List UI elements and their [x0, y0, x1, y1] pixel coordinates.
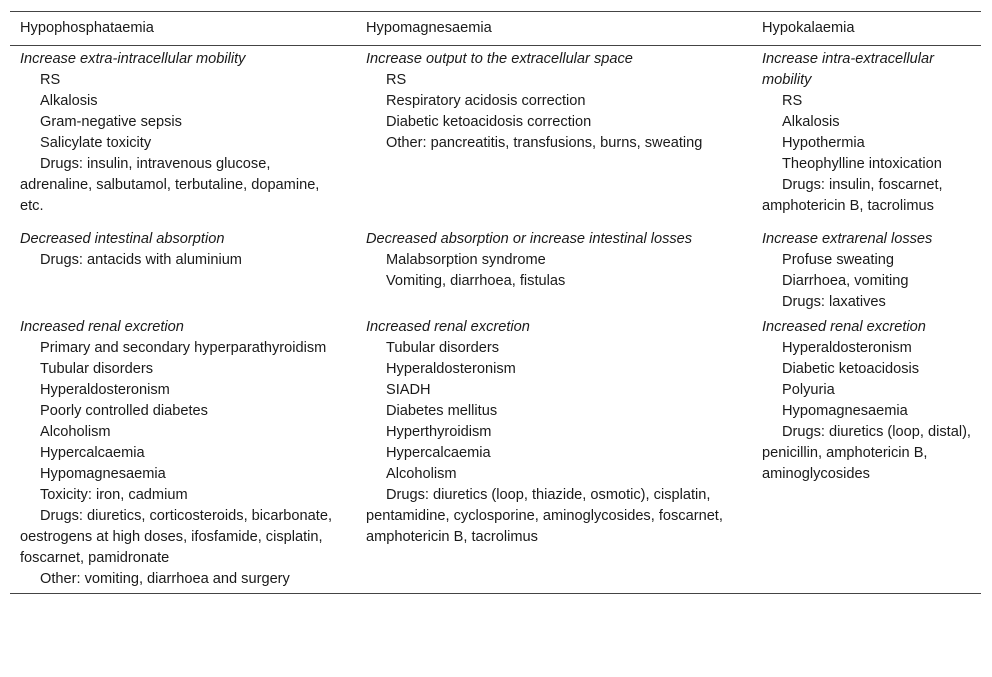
cause-item: Drugs: insulin, intravenous glucose, adrenaline, salbutamol, terbutaline, dopamine, etc.	[20, 156, 320, 214]
cause-item: Respiratory acidosis correction	[386, 93, 586, 109]
cause-item: Drugs: diuretics (loop, thiazide, osmotic), cisplatin, pentamidine, cyclosporine, aminoglycosides, foscarnet, amphotericin B, tacrolimus	[366, 487, 723, 545]
cause-item: Hyperaldosteronism	[782, 340, 912, 356]
cause-item: Hypomagnesaemia	[782, 403, 908, 419]
category-heading: Increase extrarenal losses	[762, 231, 933, 247]
cause-item: Vomiting, diarrhoea, fistulas	[386, 273, 566, 289]
cause-item: Profuse sweating	[782, 252, 894, 268]
cell-hypokalaemia	[752, 315, 981, 594]
category-heading: Increased renal excretion	[762, 319, 926, 335]
cause-item: Drugs: insulin, foscarnet, amphotericin B, tacrolimus	[762, 177, 943, 214]
cell-hypomagnesaemia	[356, 227, 752, 315]
cause-item: Alkalosis	[782, 114, 840, 130]
category-heading: Increase extra-intracellular mobility	[20, 51, 246, 67]
cause-item: Tubular disorders	[40, 361, 154, 377]
cause-item: Alkalosis	[40, 93, 98, 109]
table-body	[10, 46, 981, 594]
table-row	[10, 315, 981, 594]
cause-item: Theophylline intoxication	[782, 156, 942, 172]
cause-item: Drugs: diuretics (loop, distal), penicillin, amphotericin B, aminoglycosides	[762, 424, 971, 482]
header-hypomagnesaemia: Hypomagnesaemia	[356, 12, 752, 46]
cause-item: Alcoholism	[40, 424, 111, 440]
header-hypokalaemia: Hypokalaemia	[752, 12, 981, 46]
category-heading: Increased renal excretion	[366, 319, 530, 335]
cause-item: Hypothermia	[782, 135, 865, 151]
cause-item: Toxicity: iron, cadmium	[40, 487, 188, 503]
cause-item: SIADH	[386, 382, 431, 398]
header-hypophosphataemia: Hypophosphataemia	[10, 12, 356, 46]
table-header-row	[10, 12, 981, 46]
cause-item: RS	[40, 72, 61, 88]
cause-item: Hyperthyroidism	[386, 424, 492, 440]
cause-item: Hypercalcaemia	[40, 445, 145, 461]
category-heading: Increase output to the extracellular space	[366, 51, 633, 67]
cause-item: Malabsorption syndrome	[386, 252, 546, 268]
cause-item: Drugs: laxatives	[782, 294, 886, 310]
cause-item: Tubular disorders	[386, 340, 500, 356]
cell-hypophosphataemia	[10, 46, 356, 228]
cause-item: RS	[782, 93, 803, 109]
table-row	[10, 227, 981, 315]
electrolyte-causes-table	[10, 11, 981, 594]
category-heading: Increased renal excretion	[20, 319, 184, 335]
cause-item: Diarrhoea, vomiting	[782, 273, 909, 289]
cause-item: Salicylate toxicity	[40, 135, 152, 151]
category-heading: Decreased absorption or increase intestinal losses	[366, 231, 693, 247]
cause-item: Diabetic ketoacidosis correction	[386, 114, 592, 130]
cause-item: Diabetes mellitus	[386, 403, 498, 419]
causes-table-container	[10, 11, 981, 594]
cause-item: Hyperaldosteronism	[40, 382, 170, 398]
category-heading: Decreased intestinal absorption	[20, 231, 225, 247]
cause-item: Poorly controlled diabetes	[40, 403, 208, 419]
cell-hypokalaemia	[752, 227, 981, 315]
table-row	[10, 46, 981, 228]
cause-item: Other: vomiting, diarrhoea and surgery	[40, 571, 290, 587]
cause-item: Primary and secondary hyperparathyroidism	[40, 340, 327, 356]
cause-item: Hypomagnesaemia	[40, 466, 166, 482]
cause-item: Alcoholism	[386, 466, 457, 482]
cause-item: Polyuria	[782, 382, 835, 398]
cause-item: Gram-negative sepsis	[40, 114, 182, 130]
cell-hypophosphataemia	[10, 227, 356, 315]
cause-item: Hyperaldosteronism	[386, 361, 516, 377]
cell-hypomagnesaemia	[356, 46, 752, 228]
cause-item: Drugs: diuretics, corticosteroids, bicarbonate, oestrogens at high doses, ifosfamide, cisplatin, foscarnet, pamidronate	[20, 508, 333, 566]
cause-item: Hypercalcaemia	[386, 445, 491, 461]
cell-hypokalaemia	[752, 46, 981, 228]
category-heading: Increase intra-extracellular mobility	[762, 51, 934, 88]
cell-hypophosphataemia	[10, 315, 356, 594]
cell-hypomagnesaemia	[356, 315, 752, 594]
cause-item: Other: pancreatitis, transfusions, burns, sweating	[386, 135, 703, 151]
cause-item: Diabetic ketoacidosis	[782, 361, 920, 377]
cause-item: RS	[386, 72, 407, 88]
cause-item: Drugs: antacids with aluminium	[40, 252, 242, 268]
